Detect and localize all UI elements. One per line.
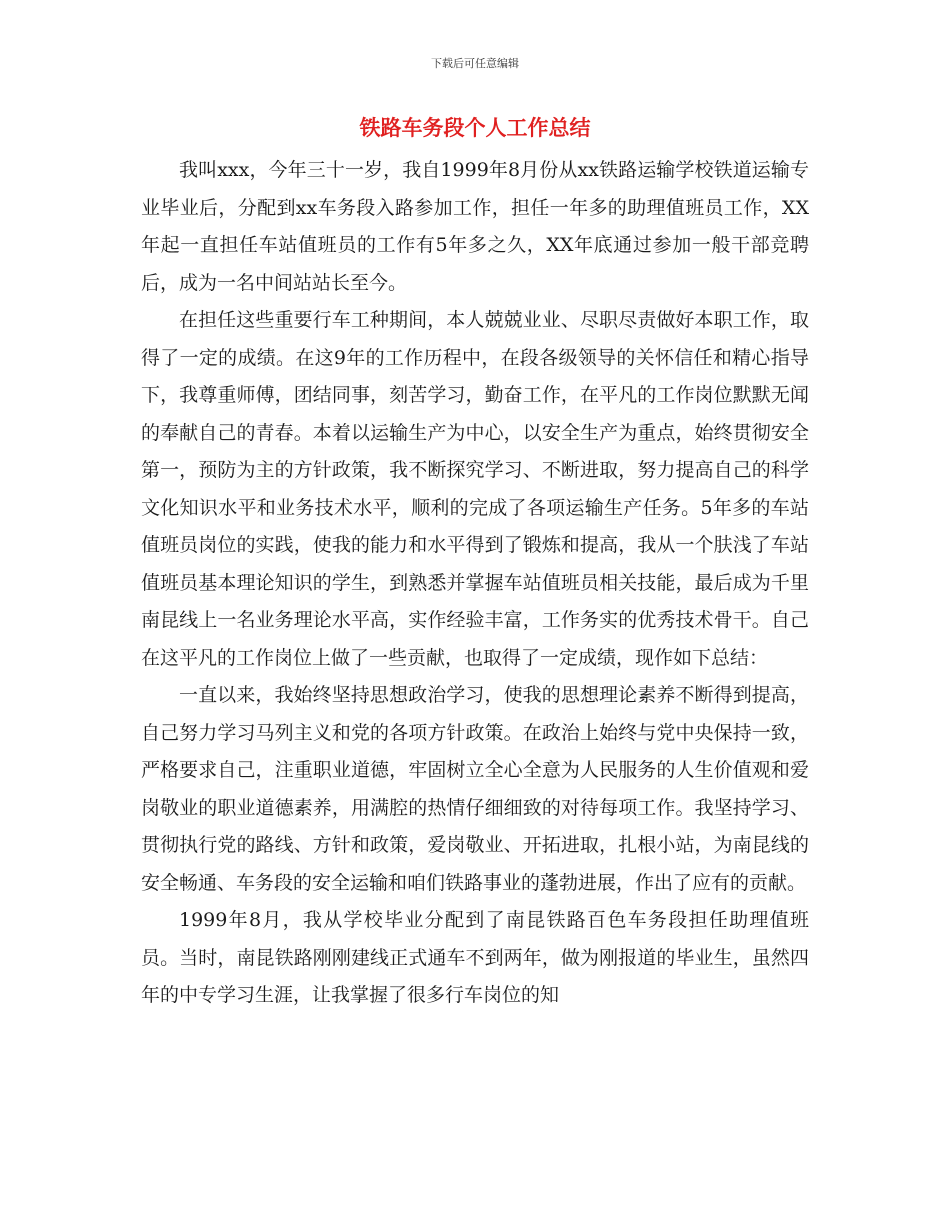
paragraph-2: 在担任这些重要行车工种期间，本人兢兢业业、尽职尽责做好本职工作，取得了一定的成绩。在这9年的工作历程中，在段各级领导的关怀信任和精心指导下，我尊重师傅，团结同事，刻苦学习，勤奋工作，在平凡的工作岗位默默无闻的奉献自己的青春。本着以运输生产为中心，以安全生产为重点，始终贯彻安全第一，预防为主的方针政策，我不断探究学习、不断进取，努力提高自己的科学文化知识水平和业务技术水平，顺利的完成了各项运输生产任务。5年多的车站值班员岗位的实践，使我的能力和水平得到了锻炼和提高，我从一个肤浅了车站值班员基本理论知识的学生，到熟悉并掌握车站值班员相关技能，最后成为千里南昆线上一名业务理论水平高，实作经验丰富，工作务实的优秀技术骨干。自己在这平凡的工作岗位上做了一些贡献，也取得了一定成绩，现作如下总结： (141, 309, 809, 669)
document-body (141, 152, 809, 1015)
paragraph-1: 我叫xxx，今年三十一岁，我自1999年8月份从xx铁路运输学校铁道运输专业毕业后，分配到xx车务段入路参加工作，担任一年多的助理值班员工作，XX年起一直担任车站值班员的工作有5年多之久，XX年底通过参加一般干部竞聘后，成为一名中间站站长至今。 (141, 159, 809, 294)
document-title: 铁路车务段个人工作总结 (359, 115, 591, 140)
header-note: 下载后可任意编辑 (431, 57, 519, 70)
paragraph-3: 一直以来，我始终坚持思想政治学习，使我的思想理论素养不断得到提高，自己努力学习马列主义和党的各项方针政策。在政治上始终与党中央保持一致，严格要求自己，注重职业道德，牢固树立全心全意为人民服务的人生价值观和爱岗敬业的职业道德素养，用满腔的热情仔细细致的对待每项工作。我坚持学习、贯彻执行党的路线、方针和政策，爱岗敬业、开拓进取，扎根小站，为南昆线的安全畅通、车务段的安全运输和咱们铁路事业的蓬勃进展，作出了应有的贡献。 (141, 684, 809, 894)
paragraph-4: 1999年8月，我从学校毕业分配到了南昆铁路百色车务段担任助理值班员。当时，南昆铁路刚刚建线正式通车不到两年，做为刚报道的毕业生，虽然四年的中专学习生涯，让我掌握了很多行车岗位的知 (141, 909, 809, 1006)
